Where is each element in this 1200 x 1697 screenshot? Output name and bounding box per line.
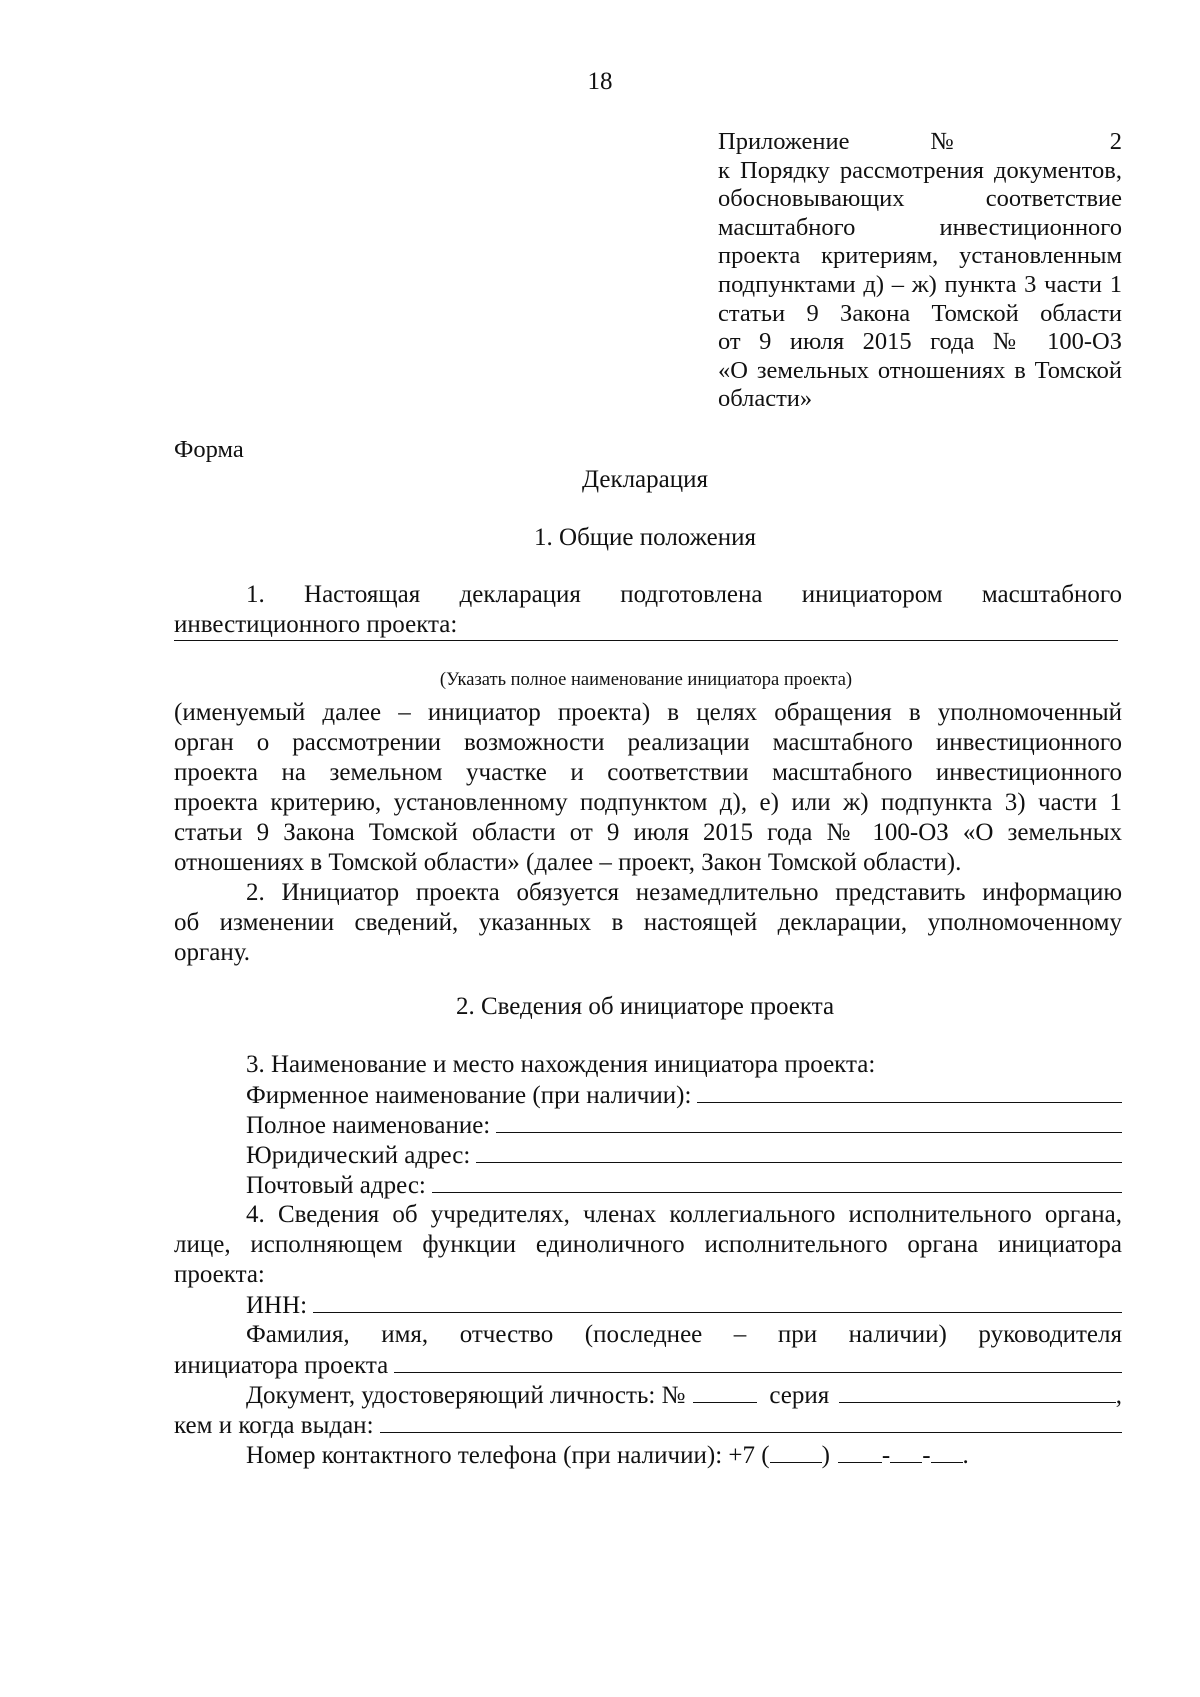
text-line: проекта критерию, установленному подпунктом д), е) или ж) подпункта 3) части 1 <box>174 789 1122 816</box>
text-line: об изменении сведений, указанных в настоящей декларации, уполномоченному <box>174 909 1122 936</box>
full-name-label: Полное наименование: <box>246 1112 491 1139</box>
text-line: орган о рассмотрении возможности реализации масштабного инвестиционного <box>174 729 1122 756</box>
appendix-note <box>718 128 1122 414</box>
text-line: проекта на земельном участке и соответствии масштабного инвестиционного <box>174 759 1122 786</box>
id-document-number-field[interactable] <box>693 1380 757 1403</box>
head-fio-label: Фамилия, имя, отчество (последнее – при наличии) руководителя <box>246 1321 1122 1348</box>
text-line: лице, исполняющем функции единоличного исполнительного органа инициатора <box>174 1231 1122 1258</box>
appendix-line: масштабного инвестиционного <box>718 213 1122 241</box>
firm-name-field[interactable] <box>697 1080 1122 1103</box>
doc-title: Декларация <box>581 466 709 493</box>
phone-part-1-field[interactable] <box>838 1440 882 1463</box>
phone-row <box>246 1440 969 1470</box>
appendix-line: обосновывающих соответствие <box>718 185 1122 213</box>
postal-address-row <box>246 1170 1122 1200</box>
firm-name-label: Фирменное наименование (при наличии): <box>246 1082 692 1109</box>
appendix-line: статьи 9 Закона Томской области <box>718 299 1122 327</box>
inn-field[interactable] <box>313 1290 1122 1313</box>
paragraph-4 <box>174 1200 1122 1290</box>
paragraph-1 <box>174 580 1122 640</box>
form-label: Форма <box>174 436 244 463</box>
text-line: отношениях в Томской области» (далее – проект, Закон Томской области). <box>174 849 962 876</box>
appendix-line: подпунктами д) – ж) пункта 3 части 1 <box>718 270 1122 298</box>
appendix-line: проекта критериям, установленным <box>718 242 1122 270</box>
legal-address-label: Юридический адрес: <box>246 1142 471 1169</box>
phone-dash: - <box>922 1442 931 1469</box>
text-line: органу. <box>174 939 250 966</box>
appendix-line: «О земельных отношениях в Томской <box>718 356 1122 384</box>
postal-address-field[interactable] <box>432 1170 1122 1193</box>
phone-dash: - <box>881 1442 891 1469</box>
text-line: 1. Настоящая декларация подготовлена инициатором масштабного <box>246 581 1122 608</box>
text-line: статьи 9 Закона Томской области от 9 июля 2015 года № 100-ОЗ «О земельных <box>174 819 1122 846</box>
id-document-series-field[interactable] <box>839 1380 1115 1403</box>
inn-label: ИНН: <box>246 1292 308 1319</box>
phone-part-3-field[interactable] <box>931 1440 963 1463</box>
head-fio-row <box>174 1350 1122 1380</box>
head-fio-label-2: инициатора проекта <box>174 1352 389 1379</box>
phone-part-2-field[interactable] <box>890 1440 922 1463</box>
comma: , <box>1115 1382 1122 1409</box>
section-2-heading: 2. Сведения об инициаторе проекта <box>455 993 835 1020</box>
issued-by-row <box>174 1410 1122 1440</box>
appendix-line: области» <box>718 385 813 413</box>
issued-by-label: кем и когда выдан: <box>174 1412 374 1439</box>
id-document-row <box>246 1380 1122 1410</box>
full-name-field[interactable] <box>496 1110 1122 1133</box>
text-line: 4. Сведения об учредителях, членах коллегиального исполнительного органа, <box>246 1201 1122 1228</box>
text-line: инвестиционного проекта: <box>174 611 458 638</box>
issued-by-field[interactable] <box>380 1410 1122 1433</box>
id-document-label: Документ, удостоверяющий личность: № <box>246 1382 686 1409</box>
full-name-row <box>246 1110 1122 1140</box>
initiator-name-caption: (Указать полное наименование инициатора проекта) <box>439 670 853 690</box>
firm-name-row <box>246 1080 1122 1110</box>
head-fio-line-1 <box>174 1320 1122 1350</box>
legal-address-field[interactable] <box>476 1140 1122 1163</box>
postal-address-label: Почтовый адрес: <box>246 1172 426 1199</box>
initiator-name-field[interactable] <box>174 640 1118 641</box>
paragraph-1-continued <box>174 698 1122 878</box>
head-fio-field[interactable] <box>394 1350 1122 1373</box>
appendix-line: от 9 июля 2015 года № 100-ОЗ <box>718 328 1122 356</box>
phone-code-field[interactable] <box>770 1440 822 1463</box>
appendix-line: к Порядку рассмотрения документов, <box>718 156 1122 184</box>
text-line: проекта: <box>174 1261 265 1288</box>
phone-close-paren: ) <box>821 1442 830 1469</box>
legal-address-row <box>246 1140 1122 1170</box>
inn-row <box>246 1290 1122 1320</box>
phone-label: Номер контактного телефона (при наличии): +7 ( <box>246 1442 770 1469</box>
text-line: (именуемый далее – инициатор проекта) в целях обращения в уполномоченный <box>174 699 1122 726</box>
page-number: 18 <box>587 68 613 95</box>
phone-end: . <box>962 1442 969 1469</box>
section-1-heading: 1. Общие положения <box>534 524 756 551</box>
appendix-line: Приложение № 2 <box>718 128 1122 155</box>
paragraph-3: 3. Наименование и место нахождения инициатора проекта: <box>246 1051 876 1078</box>
text-line: 2. Инициатор проекта обязуется незамедлительно представить информацию <box>246 879 1122 906</box>
id-document-series-label: серия <box>769 1382 830 1409</box>
paragraph-2 <box>174 878 1122 968</box>
